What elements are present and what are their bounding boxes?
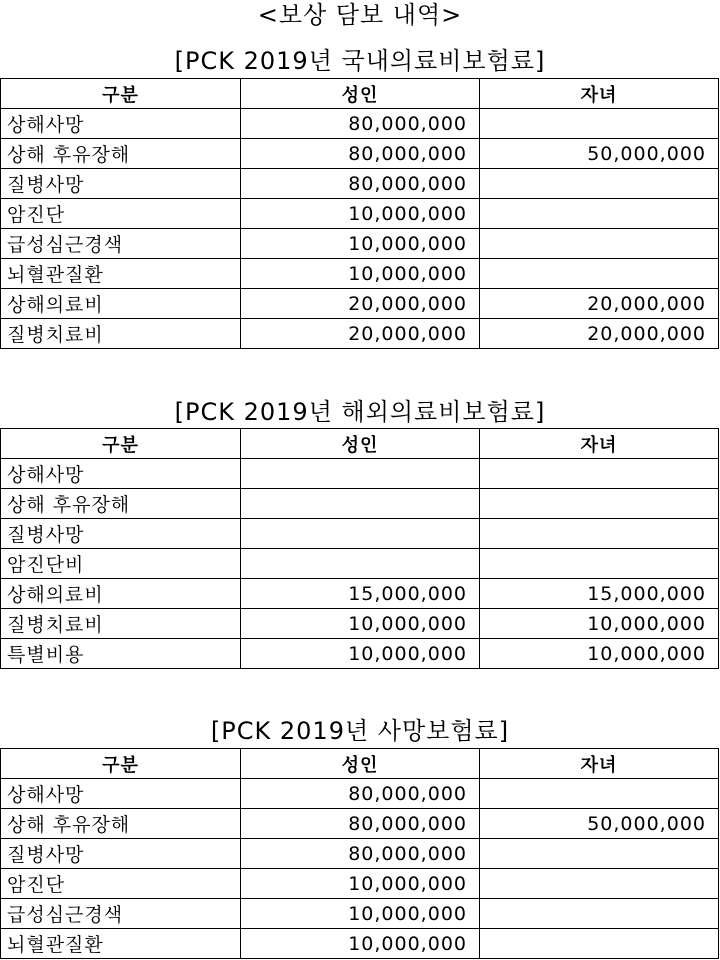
table-header-row: [1, 79, 719, 109]
table-row: [1, 519, 719, 549]
coverage-name: 뇌혈관질환: [1, 929, 241, 959]
child-amount: [480, 519, 719, 549]
table-row: [1, 169, 719, 199]
coverage-name: 질병사망: [1, 839, 241, 869]
table-row: [1, 199, 719, 229]
table-row: [1, 899, 719, 929]
child-amount: [480, 869, 719, 899]
adult-amount: 10,000,000: [241, 609, 480, 639]
table-row: [1, 579, 719, 609]
adult-amount: 10,000,000: [241, 869, 480, 899]
adult-amount: 80,000,000: [241, 169, 480, 199]
child-amount: 10,000,000: [480, 609, 719, 639]
table-header-row: [1, 429, 719, 459]
table-row: [1, 869, 719, 899]
header-category: 구분: [1, 429, 241, 459]
adult-amount: [241, 459, 480, 489]
adult-amount: 10,000,000: [241, 229, 480, 259]
table-row: [1, 839, 719, 869]
coverage-table: [0, 748, 719, 959]
header-adult: 성인: [241, 79, 480, 109]
child-amount: [480, 169, 719, 199]
table-header-row: [1, 749, 719, 779]
table-row: [1, 139, 719, 169]
adult-amount: [241, 489, 480, 519]
child-amount: [480, 929, 719, 959]
child-amount: 50,000,000: [480, 139, 719, 169]
adult-amount: 15,000,000: [241, 579, 480, 609]
table-row: [1, 929, 719, 959]
child-amount: 20,000,000: [480, 319, 719, 349]
adult-amount: 10,000,000: [241, 259, 480, 289]
coverage-name: 질병치료비: [1, 609, 241, 639]
coverage-name: 상해 후유장해: [1, 809, 241, 839]
table-row: [1, 489, 719, 519]
child-amount: 15,000,000: [480, 579, 719, 609]
adult-amount: 10,000,000: [241, 929, 480, 959]
adult-amount: 20,000,000: [241, 289, 480, 319]
coverage-name: 상해 후유장해: [1, 489, 241, 519]
child-amount: [480, 839, 719, 869]
coverage-name: 상해사망: [1, 109, 241, 139]
adult-amount: 80,000,000: [241, 779, 480, 809]
section-title: [PCK 2019년 사망보험료]: [210, 717, 510, 745]
coverage-name: 급성심근경색: [1, 899, 241, 929]
child-amount: [480, 899, 719, 929]
coverage-table: [0, 428, 719, 669]
child-amount: [480, 259, 719, 289]
header-category: 구분: [1, 749, 241, 779]
header-adult: 성인: [241, 749, 480, 779]
adult-amount: [241, 549, 480, 579]
table-row: [1, 779, 719, 809]
child-amount: [480, 459, 719, 489]
adult-amount: [241, 519, 480, 549]
table-row: [1, 639, 719, 669]
coverage-name: 암진단: [1, 869, 241, 899]
child-amount: [480, 779, 719, 809]
table-row: [1, 319, 719, 349]
coverage-name: 뇌혈관질환: [1, 259, 241, 289]
adult-amount: 10,000,000: [241, 899, 480, 929]
header-adult: 성인: [241, 429, 480, 459]
table-row: [1, 549, 719, 579]
child-amount: [480, 489, 719, 519]
coverage-name: 상해사망: [1, 459, 241, 489]
coverage-name: 상해의료비: [1, 579, 241, 609]
table-row: [1, 809, 719, 839]
header-child: 자녀: [480, 429, 719, 459]
coverage-name: 암진단비: [1, 549, 241, 579]
adult-amount: 80,000,000: [241, 139, 480, 169]
coverage-table: [0, 78, 719, 349]
table-row: [1, 229, 719, 259]
page-title: <보상 담보 내역>: [257, 1, 463, 29]
coverage-name: 상해사망: [1, 779, 241, 809]
coverage-name: 암진단: [1, 199, 241, 229]
header-child: 자녀: [480, 79, 719, 109]
coverage-name: 상해 후유장해: [1, 139, 241, 169]
adult-amount: 80,000,000: [241, 109, 480, 139]
section-title: [PCK 2019년 해외의료비보험료]: [174, 398, 546, 426]
child-amount: [480, 109, 719, 139]
table-row: [1, 609, 719, 639]
coverage-name: 특별비용: [1, 639, 241, 669]
adult-amount: 20,000,000: [241, 319, 480, 349]
coverage-name: 질병치료비: [1, 319, 241, 349]
coverage-name: 질병사망: [1, 519, 241, 549]
child-amount: 20,000,000: [480, 289, 719, 319]
header-child: 자녀: [480, 749, 719, 779]
coverage-name: 상해의료비: [1, 289, 241, 319]
section-title: [PCK 2019년 국내의료비보험료]: [174, 47, 546, 75]
adult-amount: 80,000,000: [241, 809, 480, 839]
table-row: [1, 459, 719, 489]
child-amount: [480, 229, 719, 259]
adult-amount: 80,000,000: [241, 839, 480, 869]
child-amount: 10,000,000: [480, 639, 719, 669]
table-row: [1, 259, 719, 289]
table-row: [1, 289, 719, 319]
adult-amount: 10,000,000: [241, 199, 480, 229]
child-amount: [480, 549, 719, 579]
child-amount: 50,000,000: [480, 809, 719, 839]
coverage-name: 질병사망: [1, 169, 241, 199]
adult-amount: 10,000,000: [241, 639, 480, 669]
coverage-name: 급성심근경색: [1, 229, 241, 259]
child-amount: [480, 199, 719, 229]
header-category: 구분: [1, 79, 241, 109]
table-row: [1, 109, 719, 139]
